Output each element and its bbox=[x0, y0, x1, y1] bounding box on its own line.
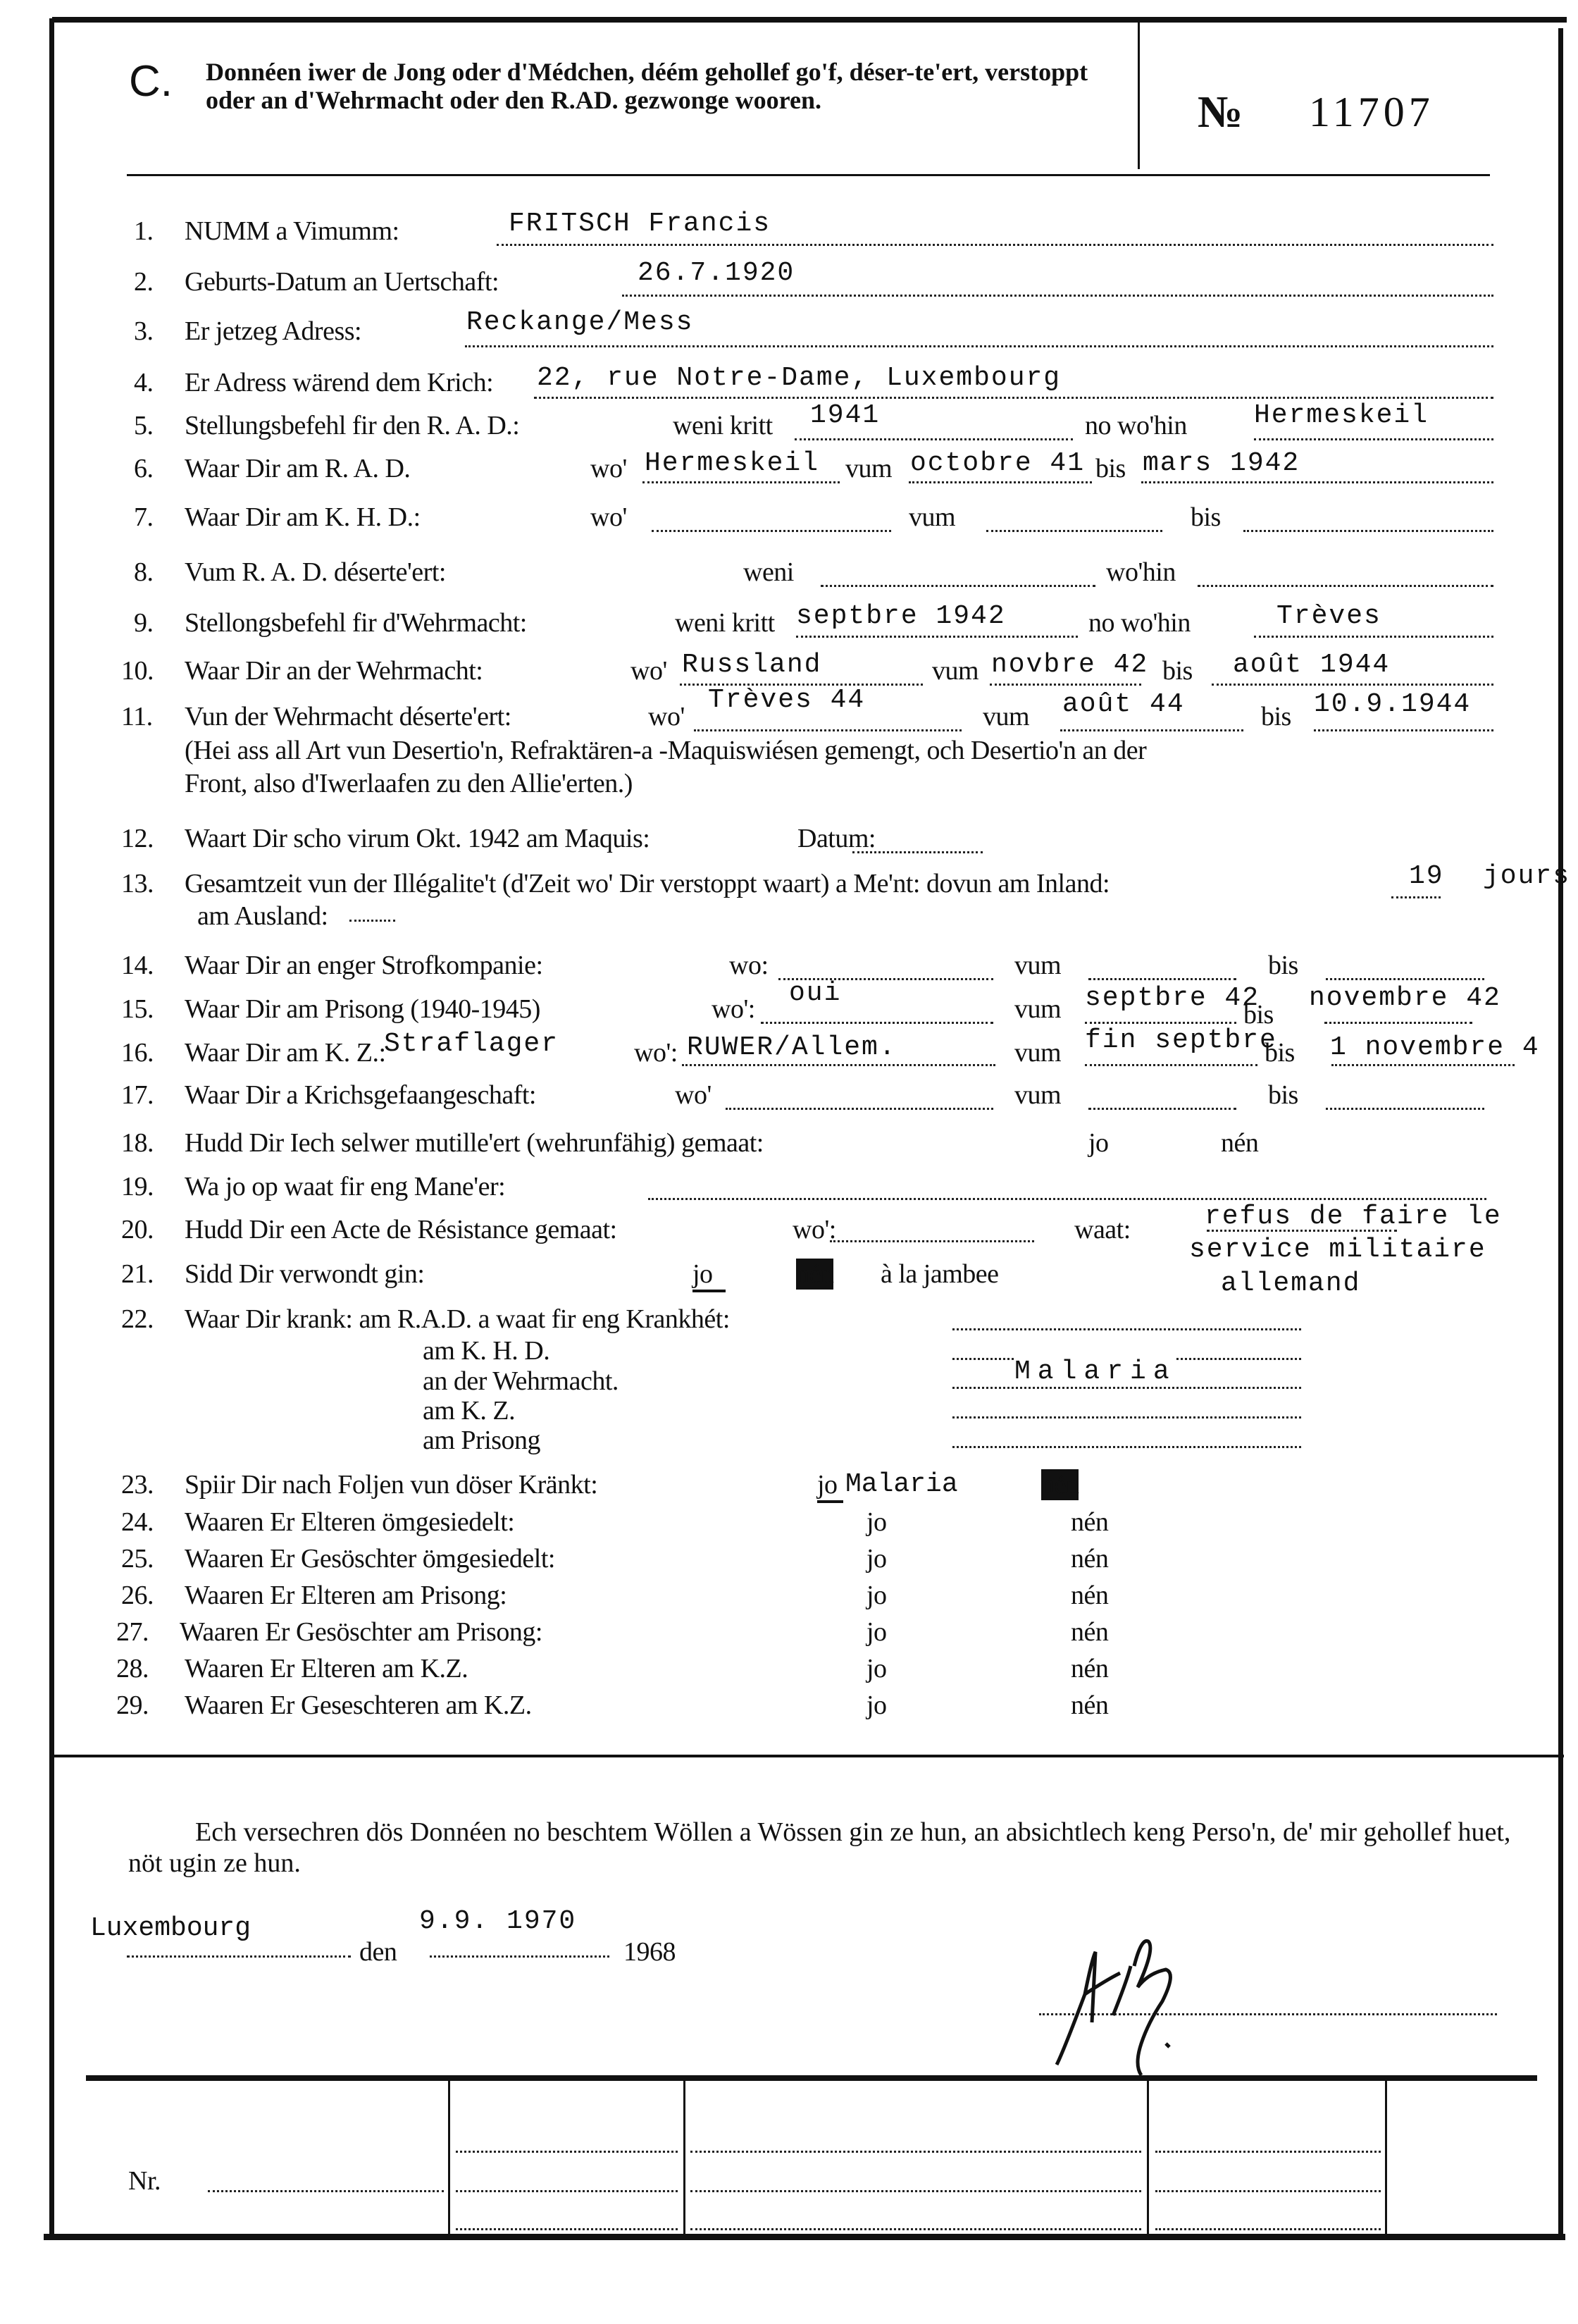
no-option[interactable]: nén bbox=[1221, 1128, 1259, 1158]
wo-label: wo': bbox=[712, 994, 755, 1024]
form-number: 11707 bbox=[1309, 89, 1434, 135]
item-number: 16. bbox=[121, 1038, 154, 1068]
inland-duration-field[interactable]: 19 bbox=[1409, 861, 1444, 891]
resistance-act-line-2: service militaire bbox=[1189, 1235, 1486, 1265]
item-label: Stellongsbefehl fir d'Wehrmacht: bbox=[185, 608, 527, 638]
item-number: 15. bbox=[121, 994, 154, 1024]
vum-label: vum bbox=[1014, 994, 1062, 1024]
item-label: Geburts-Datum an Uertschaft: bbox=[185, 267, 499, 297]
yes-option[interactable]: jo bbox=[1088, 1128, 1109, 1158]
item-number: 29. bbox=[116, 1691, 149, 1720]
wo-label: wo' bbox=[590, 454, 627, 483]
signature-scribble[interactable] bbox=[1043, 1931, 1212, 2086]
yes-option[interactable]: jo bbox=[866, 1654, 887, 1683]
item-11-note-line-1: (Hei ass all Art vun Desertio'n, Refraktären-a -Maquiswiésen gemengt, och Desertio'n an der bbox=[185, 736, 1147, 765]
yes-option-selected[interactable]: jo bbox=[817, 1469, 843, 1503]
no-option-struck[interactable]: nén bbox=[796, 1259, 834, 1289]
wo-label: wo' bbox=[675, 1080, 712, 1110]
wound-location-field[interactable]: à la jambee bbox=[881, 1259, 999, 1289]
camp-to-field[interactable]: 1 novembre 4 bbox=[1330, 1032, 1540, 1063]
item-label: Waaren Er Elteren am Prisong: bbox=[185, 1581, 507, 1610]
item-label: Waar Dir am K. Z.: bbox=[185, 1038, 386, 1068]
bis-label: bis bbox=[1268, 951, 1298, 980]
desertion-place-field[interactable]: Trèves 44 bbox=[708, 685, 866, 715]
item-label: NUMM a Vimumm: bbox=[185, 216, 399, 246]
item-label: Hudd Dir een Acte de Résistance gemaat: bbox=[185, 1215, 617, 1244]
wehrmacht-to-field[interactable]: août 1944 bbox=[1233, 650, 1391, 680]
wehrmacht-place-field[interactable]: Russland bbox=[682, 650, 822, 680]
wartime-address-field[interactable]: 22, rue Notre-Dame, Luxembourg bbox=[537, 363, 1062, 393]
header-rule bbox=[127, 174, 1490, 176]
nr-label: Nr. bbox=[128, 2166, 161, 2196]
vum-label: vum bbox=[1014, 1080, 1062, 1110]
frame-bottom-border bbox=[44, 2234, 1565, 2240]
rad-place-field[interactable]: Hermeskeil bbox=[645, 448, 820, 478]
footer-rule bbox=[86, 2075, 1537, 2081]
illness-wehrmacht-label: an der Wehrmacht. bbox=[423, 1366, 619, 1396]
item-number: 28. bbox=[116, 1654, 149, 1683]
bis-label: bis bbox=[1191, 502, 1221, 532]
item-number: 18. bbox=[121, 1128, 154, 1158]
rad-order-date-field[interactable]: 1941 bbox=[810, 400, 881, 431]
resistance-act-line-3: allemand bbox=[1221, 1268, 1361, 1299]
nr-field[interactable] bbox=[208, 2190, 444, 2192]
den-label: den bbox=[359, 1937, 397, 1967]
item-label: Wa jo op waat fir eng Mane'er: bbox=[185, 1172, 506, 1201]
vum-label: vum bbox=[983, 702, 1030, 731]
resistance-act-field[interactable]: refus de faire le bbox=[1205, 1201, 1502, 1232]
date-field[interactable]: 9.9. 1970 bbox=[419, 1906, 577, 1936]
prison-field[interactable]: oui bbox=[789, 978, 842, 1008]
place-field[interactable]: Luxembourg bbox=[90, 1913, 251, 1943]
prison-from-field[interactable]: septbre 42 bbox=[1085, 983, 1260, 1013]
item-number: 12. bbox=[121, 824, 154, 853]
item-number: 10. bbox=[121, 656, 154, 686]
bis-label: bis bbox=[1095, 454, 1126, 483]
item-number: 11. bbox=[121, 702, 153, 731]
item-number: 24. bbox=[121, 1507, 154, 1537]
no-option[interactable]: nén bbox=[1071, 1617, 1109, 1647]
bis-label: bis bbox=[1265, 1038, 1295, 1068]
header-divider bbox=[1138, 21, 1140, 169]
item-label: Sidd Dir verwondt gin: bbox=[185, 1259, 425, 1289]
frame-top-border bbox=[52, 17, 1567, 23]
no-option[interactable]: nén bbox=[1071, 1581, 1109, 1610]
item-number: 17. bbox=[121, 1080, 154, 1110]
wo-label: wo: bbox=[729, 951, 769, 980]
item-label: Waaren Er Gesöschter ömgesiedelt: bbox=[185, 1544, 555, 1574]
current-address-field[interactable]: Reckange/Mess bbox=[466, 307, 694, 338]
birth-date-field[interactable]: 26.7.1920 bbox=[638, 258, 795, 288]
desertion-from-field[interactable]: août 44 bbox=[1062, 689, 1185, 719]
wehrmacht-order-date-field[interactable]: septbre 1942 bbox=[796, 601, 1006, 631]
item-number: 14. bbox=[121, 951, 154, 980]
item-number: 2. bbox=[134, 267, 154, 297]
item-number: 6. bbox=[134, 454, 154, 483]
illness-consequence-field[interactable]: Malaria bbox=[845, 1469, 958, 1500]
item-label: Waar Dir am Prisong (1940-1945) bbox=[185, 994, 540, 1024]
vum-label: vum bbox=[909, 502, 956, 532]
vum-label: vum bbox=[1014, 951, 1062, 980]
item-label: Waar Dir am K. H. D.: bbox=[185, 502, 421, 532]
item-label: Gesamtzeit vun der Illégalite't (d'Zeit wo' Dir verstoppt waart) a Me'nt: dovun am Inland: bbox=[185, 869, 1110, 898]
prison-to-field[interactable]: novembre 42 bbox=[1309, 983, 1501, 1013]
footer-column-divider-3 bbox=[1147, 2081, 1149, 2236]
item-number: 21. bbox=[121, 1259, 154, 1289]
footer-column-divider-1 bbox=[448, 2081, 450, 2236]
wo-label: wo' bbox=[590, 502, 627, 532]
item-11-note-line-2: Front, also d'Iwerlaafen zu den Allie'erten.) bbox=[185, 769, 633, 798]
item-label: Stellungsbefehl fir den R. A. D.: bbox=[185, 411, 520, 440]
item-number: 25. bbox=[121, 1544, 154, 1574]
item-number: 23. bbox=[121, 1470, 154, 1500]
rad-destination-field[interactable]: Hermeskeil bbox=[1254, 400, 1429, 431]
item-label: Waart Dir scho virum Okt. 1942 am Maquis: bbox=[185, 824, 650, 853]
section-letter: C. bbox=[129, 57, 173, 106]
desertion-to-field[interactable]: 10.9.1944 bbox=[1314, 689, 1472, 719]
vum-label: vum bbox=[932, 656, 979, 686]
wohin-label: wo'hin bbox=[1106, 557, 1176, 587]
rad-from-field[interactable]: octobre 41 bbox=[910, 448, 1086, 478]
item-label: Waar Dir an der Wehrmacht: bbox=[185, 656, 483, 686]
no-option[interactable]: nén bbox=[1071, 1507, 1109, 1537]
datum-label: Datum: bbox=[797, 824, 876, 853]
yes-option-selected[interactable]: jo bbox=[692, 1259, 726, 1292]
bis-label: bis bbox=[1243, 1000, 1274, 1030]
item-label: Vum R. A. D. déserte'ert: bbox=[185, 557, 446, 587]
item-label: Waaren Er Gesöschter am Prisong: bbox=[180, 1617, 542, 1647]
yes-option[interactable]: jo bbox=[866, 1507, 887, 1537]
rad-to-field[interactable]: mars 1942 bbox=[1143, 448, 1300, 478]
wo-label: wo': bbox=[634, 1038, 678, 1068]
item-label: Spiir Dir nach Foljen vun döser Kränkt: bbox=[185, 1470, 598, 1500]
illness-wehrmacht-field[interactable]: Malaria bbox=[1014, 1356, 1176, 1387]
item-label: Waaren Er Elteren am K.Z. bbox=[185, 1654, 468, 1683]
form-title: Donnéen iwer de Jong oder d'Médchen, déém gehollef go'f, déser-te'ert, verstoppt oder an d'Wehrmacht oder den R.AD. gezwonge wooren. bbox=[206, 58, 1088, 114]
waat-label: waat: bbox=[1074, 1215, 1131, 1244]
camp-type-field[interactable]: Straflager bbox=[384, 1029, 559, 1059]
vum-label: vum bbox=[1014, 1038, 1062, 1068]
yes-option[interactable]: jo bbox=[866, 1581, 887, 1610]
wohin-label: no wo'hin bbox=[1085, 411, 1187, 440]
no-option[interactable]: nén bbox=[1071, 1544, 1109, 1574]
footer-column-divider-4 bbox=[1385, 2081, 1387, 2236]
item-label: Waaren Er Elteren ömgesiedelt: bbox=[185, 1507, 515, 1537]
yes-option[interactable]: jo bbox=[866, 1617, 887, 1647]
weni-label: weni kritt bbox=[673, 411, 773, 440]
wehrmacht-from-field[interactable]: novbre 42 bbox=[991, 650, 1149, 680]
item-number: 9. bbox=[134, 608, 154, 638]
printed-year: 1968 bbox=[623, 1937, 676, 1967]
frame-right-border bbox=[1558, 28, 1563, 2237]
wo-label: wo' bbox=[648, 702, 685, 731]
illness-khd-label: am K. H. D. bbox=[423, 1336, 550, 1366]
no-option[interactable]: nén bbox=[1071, 1691, 1109, 1720]
wo-label: wo' bbox=[630, 656, 667, 686]
wo-label: wo': bbox=[793, 1215, 836, 1244]
item-label: Waar Dir am R. A. D. bbox=[185, 454, 411, 483]
wohin-label: no wo'hin bbox=[1088, 608, 1191, 638]
item-label: Er Adress wärend dem Krich: bbox=[185, 368, 494, 397]
item-number: 7. bbox=[134, 502, 154, 532]
yes-option[interactable]: jo bbox=[866, 1691, 887, 1720]
no-option-struck[interactable]: nén bbox=[1041, 1470, 1079, 1500]
illness-prison-label: am Prisong bbox=[423, 1426, 541, 1455]
item-number: 8. bbox=[134, 557, 154, 587]
wehrmacht-destination-field[interactable]: Trèves bbox=[1276, 601, 1381, 631]
yes-option[interactable]: jo bbox=[866, 1544, 887, 1574]
name-field[interactable]: FRITSCH Francis bbox=[509, 209, 771, 239]
camp-from-field[interactable]: fin septbre bbox=[1085, 1025, 1277, 1056]
item-number: 13. bbox=[121, 869, 154, 898]
item-label: Hudd Dir Iech selwer mutille'ert (wehrunfähig) gemaat: bbox=[185, 1128, 764, 1158]
number-sign: № bbox=[1198, 87, 1243, 137]
item-label: Waar Dir a Krichsgefaangeschaft: bbox=[185, 1080, 536, 1110]
no-option[interactable]: nén bbox=[1071, 1654, 1109, 1683]
frame-left-border bbox=[49, 18, 54, 2238]
weni-label: weni bbox=[743, 557, 794, 587]
item-number: 5. bbox=[134, 411, 154, 440]
vum-label: vum bbox=[845, 454, 893, 483]
declaration-text: Ech versechren dös Donnéen no beschtem Wöllen a Wössen gin ze hun, an absichtlech keng Perso'n, de' mir gehollef huet, nöt ugin ze hun. bbox=[128, 1817, 1511, 1878]
item-label: Vun der Wehrmacht déserte'ert: bbox=[185, 702, 511, 731]
camp-place-field[interactable]: RUWER/Allem. bbox=[687, 1032, 897, 1063]
footer-column-divider-2 bbox=[683, 2081, 685, 2236]
bis-label: bis bbox=[1261, 702, 1291, 731]
ausland-label: am Ausland: bbox=[197, 901, 328, 931]
item-number: 19. bbox=[121, 1172, 154, 1201]
section-rule bbox=[49, 1755, 1564, 1757]
item-number: 26. bbox=[121, 1581, 154, 1610]
item-label: Waar Dir krank: am R.A.D. a waat fir eng Krankhét: bbox=[185, 1304, 730, 1334]
bis-label: bis bbox=[1268, 1080, 1298, 1110]
item-number: 27. bbox=[116, 1617, 149, 1647]
item-number: 22. bbox=[121, 1304, 154, 1334]
weni-label: weni kritt bbox=[675, 608, 775, 638]
item-number: 20. bbox=[121, 1215, 154, 1244]
item-number: 1. bbox=[134, 216, 154, 246]
item-label: Waar Dir an enger Strofkompanie: bbox=[185, 951, 543, 980]
inland-duration-unit: jours bbox=[1483, 861, 1571, 891]
item-label: Er jetzeg Adress: bbox=[185, 316, 362, 346]
illness-kz-label: am K. Z. bbox=[423, 1396, 516, 1426]
item-number: 3. bbox=[134, 316, 154, 346]
bis-label: bis bbox=[1162, 656, 1193, 686]
item-label: Waaren Er Geseschteren am K.Z. bbox=[185, 1691, 532, 1720]
item-number: 4. bbox=[134, 368, 154, 397]
